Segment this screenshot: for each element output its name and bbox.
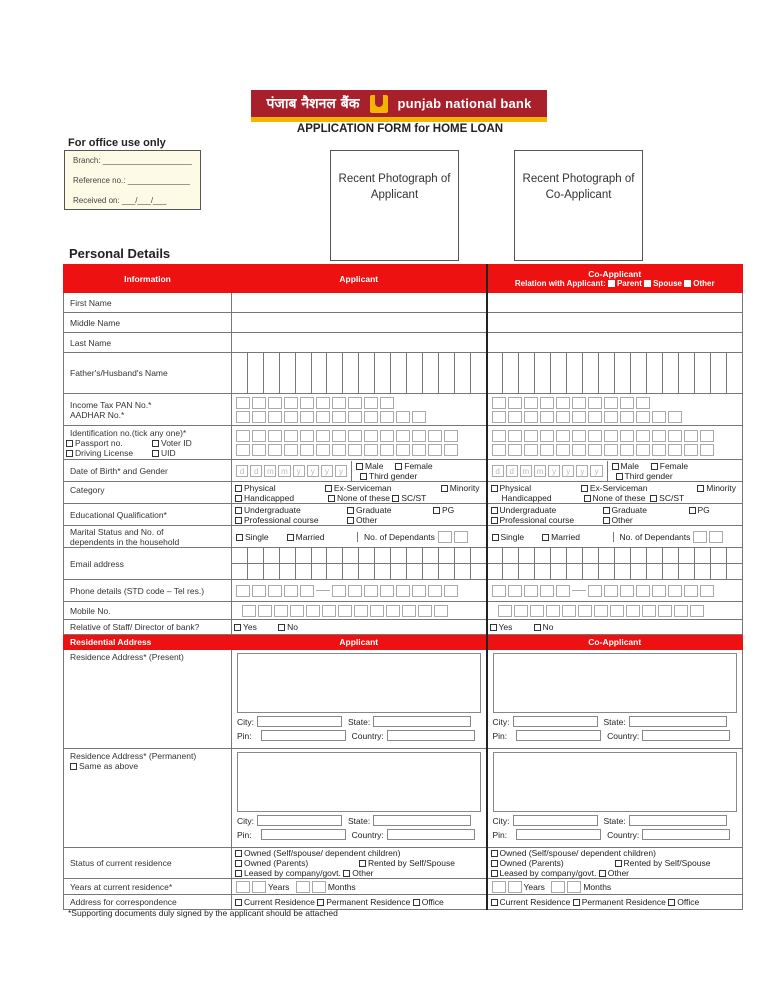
city-label: City: [492, 716, 510, 727]
single-checkbox[interactable] [236, 534, 243, 541]
ex-serviceman-checkbox[interactable] [325, 485, 332, 492]
label-mobile: Mobile No. [64, 602, 232, 620]
co-dob[interactable]: d d m m y y y y [488, 461, 608, 481]
undergrad-label: Undergraduate [499, 504, 557, 515]
applicant-male-checkbox[interactable] [356, 463, 363, 470]
co-status-other-checkbox[interactable] [599, 870, 606, 877]
co-edu-other-checkbox[interactable] [603, 517, 610, 524]
city-label: City: [492, 815, 510, 826]
single-label: Single [500, 531, 525, 542]
handicapped-label: Handicapped [501, 492, 552, 503]
years-label: Years [268, 881, 290, 892]
co-male-checkbox[interactable] [612, 463, 619, 470]
co-corr-office-checkbox[interactable] [668, 899, 675, 906]
co-last-name-grid[interactable] [487, 333, 743, 353]
relation-parent: Parent [616, 279, 642, 288]
logo-hindi: पंजाब नैशनल बैंक [266, 96, 360, 112]
applicant-email-grid[interactable] [232, 548, 487, 580]
country-label: Country: [607, 730, 640, 741]
undergrad-label: Undergraduate [244, 504, 301, 515]
single-label: Single [245, 531, 269, 542]
label-pan: Income Tax PAN No.* [70, 399, 152, 410]
rented-label: Rented by Self/Spouse [368, 858, 455, 868]
status-other-label: Other [607, 868, 630, 878]
rented-checkbox[interactable] [359, 860, 366, 867]
co-state-input[interactable] [629, 716, 727, 727]
co-married-checkbox[interactable] [542, 534, 549, 541]
uid-checkbox[interactable] [152, 450, 159, 457]
label-pan-aadhar [64, 394, 232, 426]
undergrad-checkbox[interactable] [235, 507, 242, 514]
co-first-name-grid[interactable] [487, 293, 743, 313]
pg-label: PG [697, 504, 710, 515]
corr-office-label: Office [677, 897, 700, 907]
co-city-input[interactable] [513, 716, 598, 727]
female-label: Female [659, 460, 689, 471]
co-sc-st-checkbox[interactable] [650, 495, 657, 502]
state-label: State: [348, 716, 371, 727]
office-use-box [64, 150, 201, 210]
perm-country-input[interactable] [387, 829, 475, 840]
col-information: Information [64, 265, 232, 293]
relation-label: Relation with Applicant: [514, 279, 606, 288]
applicant-education[interactable] [232, 504, 487, 526]
pin-label: Pin: [492, 730, 508, 741]
co-leased-checkbox[interactable] [491, 870, 498, 877]
applicant-last-name-grid[interactable] [232, 333, 487, 353]
label-aadhar: AADHAR No.* [70, 409, 125, 420]
label-email: Email address [64, 548, 232, 580]
co-mobile[interactable] [487, 602, 743, 620]
dependants-label: No. of Dependants [364, 531, 435, 542]
applicant-id-number[interactable] [232, 426, 487, 460]
none-label: None of these [337, 492, 390, 503]
co-pan-aadhar[interactable] [487, 394, 743, 426]
driving-license-label: Driving License [75, 447, 134, 458]
form-title: APPLICATION FORM for HOME LOAN [296, 123, 504, 135]
minority-checkbox[interactable] [441, 485, 448, 492]
leased-checkbox[interactable] [235, 870, 242, 877]
present-address-box[interactable] [237, 653, 481, 713]
edu-other-checkbox[interactable] [347, 517, 354, 524]
country-label: Country: [351, 730, 384, 741]
relation-spouse: Spouse [653, 279, 682, 288]
owned-self-checkbox[interactable] [235, 850, 242, 857]
leased-label: Leased by company/govt. [499, 868, 597, 878]
co-physical-checkbox[interactable] [491, 485, 498, 492]
corr-permanent-label: Permanent Residence [326, 897, 411, 907]
owned-self-label: Owned (Self/spouse/ dependent children) [499, 848, 656, 858]
applicant-category[interactable] [232, 482, 487, 504]
male-label: Male [620, 460, 639, 471]
state-label: State: [603, 716, 626, 727]
voter-id-label: Voter ID [161, 437, 192, 448]
co-female-checkbox[interactable] [651, 463, 658, 470]
office-use-heading: For office use only [68, 137, 166, 149]
co-relative-yes-checkbox[interactable] [490, 624, 497, 631]
label-id: Identification no.(tick any one)* [70, 427, 187, 438]
applicant-dob-gender[interactable] [232, 460, 487, 482]
label-marital-1: Marital Status and No. of [70, 526, 164, 537]
co-father-name-grid[interactable] [487, 353, 743, 394]
relative-yes-checkbox[interactable] [234, 624, 241, 631]
ex-serviceman-label: Ex-Serviceman [589, 482, 648, 493]
owned-parents-checkbox[interactable] [235, 860, 242, 867]
applicant-father-name-grid[interactable] [232, 353, 487, 394]
label-first-name: First Name [64, 293, 232, 313]
co-owned-self-checkbox[interactable] [491, 850, 498, 857]
applicant-permanent-address[interactable] [232, 749, 487, 848]
co-ex-serviceman-checkbox[interactable] [581, 485, 588, 492]
corr-current-checkbox[interactable] [235, 899, 242, 906]
professional-label: Professional course [499, 514, 575, 525]
city-label: City: [237, 815, 254, 826]
country-label: Country: [351, 829, 384, 840]
co-residence-status[interactable] [487, 848, 743, 879]
graduate-checkbox[interactable] [347, 507, 354, 514]
label-father-name: Father's/Husband's Name [64, 353, 232, 394]
none-label: None of these [592, 492, 646, 503]
label-marital-2: dependents in the household [70, 536, 180, 547]
none-checkbox[interactable] [328, 495, 335, 502]
co-phone[interactable] [487, 580, 743, 602]
co-dependants-input[interactable] [693, 531, 723, 543]
rented-label: Rented by Self/Spouse [623, 858, 711, 868]
sc-st-label: SC/ST [401, 492, 427, 503]
status-other-label: Other [352, 868, 374, 878]
pg-label: PG [442, 504, 455, 515]
label-identification [64, 426, 232, 460]
label-status: Status of current residence [64, 848, 232, 879]
corr-permanent-checkbox[interactable] [317, 899, 324, 906]
married-label: Married [295, 531, 325, 542]
res-col-co: Co-Applicant [487, 635, 743, 650]
personal-details-heading: Personal Details [69, 246, 171, 261]
co-perm-city-input[interactable] [513, 815, 598, 826]
co-permanent-address[interactable] [487, 749, 743, 848]
same-as-above-checkbox[interactable] [70, 763, 77, 770]
perm-state-input[interactable] [373, 815, 471, 826]
col-applicant: Applicant [232, 265, 487, 293]
pin-label: Pin: [492, 829, 508, 840]
married-label: Married [551, 531, 580, 542]
co-relative-no-checkbox[interactable] [534, 624, 541, 631]
co-perm-pin-input[interactable] [516, 829, 601, 840]
dependants-label: No. of Dependants [619, 531, 691, 542]
owned-parents-label: Owned (Parents) [499, 858, 564, 868]
label-marital [64, 526, 232, 548]
voter-id-checkbox[interactable] [152, 440, 159, 447]
edu-other-label: Other [356, 514, 378, 525]
passport-checkbox[interactable] [66, 440, 73, 447]
applicant-pan-aadhar[interactable] [232, 394, 487, 426]
pnb-logo-icon [370, 95, 388, 113]
pin-label: Pin: [237, 730, 252, 741]
label-correspondence: Address for correspondence [64, 895, 232, 910]
co-rented-checkbox[interactable] [615, 860, 622, 867]
co-marital[interactable] [487, 526, 743, 548]
co-dob-gender[interactable] [487, 460, 743, 482]
state-label: State: [603, 815, 626, 826]
same-as-above-label: Same as above [79, 761, 139, 771]
co-permanent-address-box[interactable] [493, 752, 738, 812]
ex-serviceman-label: Ex-Serviceman [333, 482, 392, 493]
applicant-phone[interactable] [232, 580, 487, 602]
applicant-mobile[interactable] [232, 602, 487, 620]
years-label: Years [523, 881, 545, 892]
co-applicant-photo-box[interactable] [514, 150, 643, 261]
applicant-residence-status[interactable] [232, 848, 487, 879]
applicant-years[interactable] [232, 879, 487, 895]
corr-office-label: Office [421, 897, 444, 907]
co-applicant-label: Co-Applicant [588, 269, 642, 279]
label-education: Educational Qualification* [64, 504, 232, 526]
logo-english: punjab national bank [397, 96, 532, 111]
applicant-marital[interactable] [232, 526, 487, 548]
label-category: Category [64, 482, 232, 504]
co-category[interactable] [487, 482, 743, 504]
label-phone: Phone details (STD code – Tel res.) [64, 580, 232, 602]
edu-other-label: Other [611, 514, 633, 525]
relation-parent-checkbox[interactable] [608, 280, 615, 287]
applicant-female-checkbox[interactable] [395, 463, 402, 470]
co-correspondence[interactable] [487, 895, 743, 910]
co-present-address-box[interactable] [493, 653, 738, 713]
co-pg-checkbox[interactable] [689, 507, 696, 514]
country-input[interactable] [387, 730, 475, 741]
co-relative[interactable] [487, 620, 743, 635]
pg-checkbox[interactable] [433, 507, 440, 514]
no-label: No [287, 622, 299, 632]
co-third-gender-checkbox[interactable] [616, 473, 623, 480]
city-input[interactable] [257, 716, 342, 727]
personal-details-table [63, 264, 743, 910]
label-dob-gender: Date of Birth* and Gender [64, 460, 232, 482]
label-permanent-address [64, 749, 232, 848]
bank-logo [251, 90, 547, 122]
relative-no-checkbox[interactable] [278, 624, 285, 631]
dash [316, 590, 330, 591]
minority-label: Minority [706, 482, 736, 493]
applicant-third-gender-checkbox[interactable] [360, 473, 367, 480]
physical-checkbox[interactable] [235, 485, 242, 492]
reference-field: Reference no.: ______________ [73, 176, 190, 185]
owned-self-label: Owned (Self/spouse/ dependent children) [244, 848, 401, 858]
relation-other-checkbox[interactable] [684, 280, 691, 287]
co-corr-permanent-checkbox[interactable] [573, 899, 580, 906]
perm-pin-input[interactable] [261, 829, 346, 840]
co-middle-name-grid[interactable] [487, 313, 743, 333]
label-present-address: Residence Address* (Present) [64, 650, 232, 749]
physical-label: Physical [244, 482, 276, 493]
co-pin-input[interactable] [516, 730, 601, 741]
professional-checkbox[interactable] [235, 517, 242, 524]
male-label: Male [365, 460, 384, 471]
graduate-label: Graduate [356, 504, 392, 515]
label-years: Years at current residence* [64, 879, 232, 895]
relation-spouse-checkbox[interactable] [644, 280, 651, 287]
perm-city-input[interactable] [257, 815, 342, 826]
co-years[interactable] [487, 879, 743, 895]
applicant-dob[interactable]: d d m m y y y y [232, 461, 352, 481]
corr-current-label: Current Residence [499, 897, 571, 907]
co-education[interactable] [487, 504, 743, 526]
applicant-middle-name-grid[interactable] [232, 313, 487, 333]
co-professional-checkbox[interactable] [491, 517, 498, 524]
country-label: Country: [607, 829, 640, 840]
corr-permanent-label: Permanent Residence [581, 897, 666, 907]
permanent-label: Residence Address* (Permanent) [70, 751, 197, 761]
applicant-photo-box[interactable] [330, 150, 459, 261]
co-single-checkbox[interactable] [492, 534, 499, 541]
co-present-address[interactable] [487, 650, 743, 749]
co-id-number[interactable] [487, 426, 743, 460]
third-gender-label: Third gender [369, 470, 418, 481]
months-label: Months [327, 881, 356, 892]
relation-other: Other [693, 279, 715, 288]
col-co-applicant [487, 265, 743, 293]
residential-heading: Residential Address [64, 635, 232, 650]
dash [572, 590, 586, 591]
graduate-label: Graduate [611, 504, 647, 515]
months-label: Months [583, 881, 612, 892]
res-col-applicant: Applicant [232, 635, 487, 650]
co-perm-country-input[interactable] [642, 829, 730, 840]
co-owned-parents-checkbox[interactable] [491, 860, 498, 867]
pin-input[interactable] [261, 730, 346, 741]
corr-current-label: Current Residence [244, 897, 315, 907]
applicant-relative[interactable] [232, 620, 487, 635]
female-label: Female [404, 460, 433, 471]
professional-label: Professional course [244, 514, 319, 525]
applicant-photo-label: Recent Photograph of Applicant [338, 173, 451, 201]
co-undergrad-checkbox[interactable] [491, 507, 498, 514]
married-checkbox[interactable] [287, 534, 294, 541]
physical-label: Physical [499, 482, 532, 493]
yes-label: Yes [243, 622, 257, 632]
permanent-address-box[interactable] [237, 752, 481, 812]
owned-parents-label: Owned (Parents) [244, 858, 309, 868]
co-none-checkbox[interactable] [584, 495, 591, 502]
co-applicant-photo-label: Recent Photograph of Co-Applicant [522, 173, 635, 201]
corr-office-checkbox[interactable] [413, 899, 420, 906]
sc-st-label: SC/ST [659, 492, 685, 503]
co-email-grid[interactable] [487, 548, 743, 580]
pin-label: Pin: [237, 829, 252, 840]
label-last-name: Last Name [64, 333, 232, 353]
state-input[interactable] [373, 716, 471, 727]
third-gender-label: Third gender [624, 470, 673, 481]
co-corr-current-checkbox[interactable] [491, 899, 498, 906]
no-label: No [542, 622, 554, 632]
yes-label: Yes [498, 622, 513, 632]
footnote: *Supporting documents duly signed by the applicant should be attached [68, 908, 338, 918]
co-graduate-checkbox[interactable] [603, 507, 610, 514]
co-minority-checkbox[interactable] [697, 485, 704, 492]
co-perm-state-input[interactable] [629, 815, 727, 826]
city-label: City: [237, 716, 254, 727]
received-on-field: Received on: ___/___/___ [73, 196, 167, 205]
label-middle-name: Middle Name [64, 313, 232, 333]
co-country-input[interactable] [642, 730, 730, 741]
leased-label: Leased by company/govt. [244, 868, 341, 878]
relation-options [488, 279, 743, 288]
dependants-input[interactable] [438, 531, 468, 543]
sc-st-checkbox[interactable] [392, 495, 399, 502]
status-other-checkbox[interactable] [343, 870, 350, 877]
handicapped-checkbox[interactable] [235, 495, 242, 502]
applicant-first-name-grid[interactable] [232, 293, 487, 313]
applicant-present-address[interactable] [232, 650, 487, 749]
minority-label: Minority [449, 482, 480, 493]
uid-label: UID [161, 447, 176, 458]
handicapped-label: Handicapped [244, 492, 295, 503]
label-relative: Relative of Staff/ Director of bank? [64, 620, 232, 635]
state-label: State: [348, 815, 371, 826]
driving-license-checkbox[interactable] [66, 450, 73, 457]
passport-label: Passport no. [75, 437, 123, 448]
branch-field: Branch: ____________________ [73, 156, 192, 165]
